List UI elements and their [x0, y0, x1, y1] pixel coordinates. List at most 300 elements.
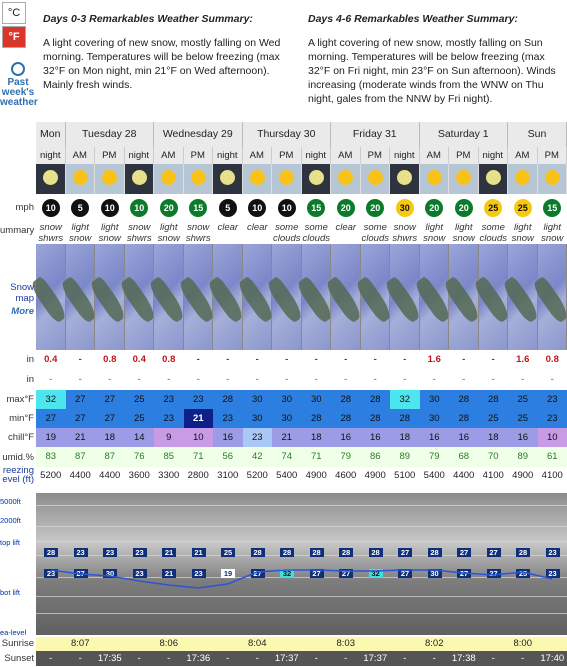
sunrise-time: 8:07 — [66, 637, 96, 651]
wind-chill: 10 — [184, 428, 214, 447]
wind-cell — [184, 194, 214, 221]
snow-map[interactable] — [66, 244, 96, 350]
freezing-level-path — [51, 570, 553, 588]
weather-summary: light snow — [69, 222, 92, 244]
sun-icon — [250, 170, 265, 185]
humidity: 74 — [272, 447, 302, 467]
top-lift-temp: 28 — [516, 548, 530, 557]
weather-icon — [449, 164, 479, 194]
bot-lift-temp: 25 — [516, 569, 530, 578]
sunset-label: Sunset — [4, 653, 34, 664]
wind-speed: 10 — [42, 199, 60, 217]
wind-cell — [390, 194, 420, 221]
min-temp: 23 — [154, 409, 184, 428]
weather-icon — [420, 164, 450, 194]
humidity: 56 — [213, 447, 243, 467]
summary-days-0-3 — [43, 12, 283, 92]
max-temp: 27 — [66, 390, 96, 409]
humidity: 42 — [243, 447, 273, 467]
weather-summary: snow shwrs — [392, 222, 418, 244]
wind-cell — [420, 194, 450, 221]
sunrise-label: Sunrise — [1, 638, 34, 649]
snow-amount: - — [373, 354, 377, 365]
time-of-day: PM — [449, 147, 479, 164]
max-temp: 30 — [302, 390, 332, 409]
wind-chill: 16 — [449, 428, 479, 447]
sunset-time: - — [213, 651, 243, 666]
snow-amount: - — [314, 354, 318, 365]
min-temp: 23 — [538, 409, 567, 428]
snow-amount: - — [403, 354, 407, 365]
wind-speed: 30 — [396, 199, 414, 217]
wind-speed: 5 — [219, 199, 237, 217]
wind-cell — [508, 194, 538, 221]
wind-speed: 20 — [337, 199, 355, 217]
freezing-level: 4400 — [66, 467, 96, 485]
moon-icon — [397, 170, 412, 185]
day-header: Mon — [36, 122, 66, 147]
weather-icon — [95, 164, 125, 194]
sunset-time: - — [125, 651, 155, 666]
humidity: 89 — [390, 447, 420, 467]
wind-chill: 18 — [479, 428, 509, 447]
weather-icon — [538, 164, 567, 194]
wind-chill: 16 — [420, 428, 450, 447]
top-lift-temp: 23 — [133, 548, 147, 557]
wind-cell — [95, 194, 125, 221]
bot-lift-temp: 32 — [280, 569, 294, 578]
sun-icon — [102, 170, 117, 185]
min-temp: 27 — [36, 409, 66, 428]
top-lift-temp: 27 — [487, 548, 501, 557]
max-temp: 32 — [390, 390, 420, 409]
rain-amount: - — [108, 374, 112, 385]
snow-map[interactable] — [154, 244, 184, 350]
time-of-day: AM — [508, 147, 538, 164]
sunrise-time — [95, 637, 125, 651]
sunrise-time: 8:03 — [331, 637, 361, 651]
sun-icon — [515, 170, 530, 185]
rain-in-label: in — [26, 374, 34, 385]
summary-text: A light covering of new snow, mostly falling on Sun morning. Temperatures will be below freezing (max 32°F on Fri night, min 23°F on Sun afternoon). Winds increasing (moderate winds from the WNW on Thu night, gales from the NNW by Fri night). — [308, 37, 556, 105]
time-of-day: night — [390, 147, 420, 164]
weather-icon — [390, 164, 420, 194]
summary-days-4-6 — [308, 12, 560, 106]
snow-map[interactable] — [361, 244, 391, 350]
wind-chill: 14 — [125, 428, 155, 447]
wind-chill: 16 — [361, 428, 391, 447]
weather-icon — [154, 164, 184, 194]
freezing-level: 5200 — [243, 467, 273, 485]
wind-cell — [66, 194, 96, 221]
rain-amount: - — [137, 374, 141, 385]
snow-map[interactable] — [331, 244, 361, 350]
summary-label: ummary — [0, 225, 35, 236]
min-temp: 27 — [66, 409, 96, 428]
freezing-level: 5400 — [420, 467, 450, 485]
wind-cell — [538, 194, 567, 221]
min-temp: 28 — [390, 409, 420, 428]
time-of-day: PM — [95, 147, 125, 164]
max-temp: 27 — [95, 390, 125, 409]
bot-lift-temp: 27 — [457, 569, 471, 578]
snow-map[interactable] — [302, 244, 332, 350]
elevation-chart — [36, 493, 567, 635]
min-temp: 25 — [508, 409, 538, 428]
freezing-level: 3100 — [213, 467, 243, 485]
weather-summary: some clouds — [479, 222, 507, 244]
top-lift-temp: 23 — [74, 548, 88, 557]
max-temp: 32 — [36, 390, 66, 409]
humidity: 79 — [420, 447, 450, 467]
summary-title: Days 0-3 Remarkables Weather Summary: — [43, 13, 253, 25]
freezing-level: 3300 — [154, 467, 184, 485]
rain-amount: - — [462, 374, 466, 385]
sunrise-time — [36, 637, 66, 651]
weather-summary: some clouds — [302, 222, 330, 244]
snow-map-more-link[interactable]: More — [11, 306, 34, 317]
wind-chill: 18 — [390, 428, 420, 447]
sunset-time: - — [331, 651, 361, 666]
top-lift-temp: 27 — [398, 548, 412, 557]
snow-amount: 0.8 — [162, 354, 176, 365]
snow-map[interactable] — [213, 244, 243, 350]
wind-cell — [331, 194, 361, 221]
wind-chill: 10 — [538, 428, 567, 447]
time-of-day: AM — [243, 147, 273, 164]
moon-icon — [486, 170, 501, 185]
min-temp: 30 — [243, 409, 273, 428]
bot-lift-temp: 21 — [162, 569, 176, 578]
celsius-toggle[interactable]: °C — [2, 2, 26, 24]
sun-icon — [545, 170, 560, 185]
rain-amount: - — [167, 374, 171, 385]
max-temp: 28 — [331, 390, 361, 409]
weather-icon — [184, 164, 214, 194]
sunrise-time: 8:00 — [508, 637, 538, 651]
freezing-level-label: reezing evel (ft) — [2, 465, 34, 485]
humidity: 76 — [125, 447, 155, 467]
rain-amount: - — [373, 374, 377, 385]
elevation-label: ea-level — [0, 628, 27, 637]
wind-chill: 21 — [66, 428, 96, 447]
day-header: Tuesday 28 — [66, 122, 155, 147]
max-temp: 30 — [272, 390, 302, 409]
bot-lift-temp: 30 — [103, 569, 117, 578]
sunset-time: 17:37 — [272, 651, 302, 666]
sunrise-time — [390, 637, 420, 651]
top-lift-temp: 27 — [457, 548, 471, 557]
weather-icon — [66, 164, 96, 194]
humidity-label: umid.% — [2, 452, 34, 463]
sun-icon — [279, 170, 294, 185]
freezing-level: 5200 — [36, 467, 66, 485]
sunset-time: 17:36 — [184, 651, 214, 666]
time-of-day: AM — [66, 147, 96, 164]
wind-speed: 20 — [160, 199, 178, 217]
top-lift-temp: 21 — [162, 548, 176, 557]
elevation-label: bot lift — [0, 588, 21, 597]
snow-map[interactable] — [538, 244, 567, 350]
humidity: 71 — [184, 447, 214, 467]
fahrenheit-toggle[interactable]: °F — [2, 26, 26, 48]
snow-amount: - — [462, 354, 466, 365]
day-header: Wednesday 29 — [154, 122, 243, 147]
bot-lift-temp: 19 — [221, 569, 235, 578]
rain-amount: - — [432, 374, 436, 385]
sunset-time: - — [243, 651, 273, 666]
sunset-time: - — [66, 651, 96, 666]
time-of-day: AM — [420, 147, 450, 164]
min-temp: 28 — [302, 409, 332, 428]
wind-chill: 9 — [154, 428, 184, 447]
snow-amount: - — [255, 354, 259, 365]
snow-map[interactable] — [390, 244, 420, 350]
weather-icon — [272, 164, 302, 194]
sunset-time: - — [479, 651, 509, 666]
wind-chill: 16 — [213, 428, 243, 447]
sun-icon — [338, 170, 353, 185]
wind-speed: 10 — [130, 199, 148, 217]
max-temp-label: max°F — [6, 394, 34, 405]
bot-lift-temp: 23 — [44, 569, 58, 578]
wind-speed: 25 — [514, 199, 532, 217]
clock-icon — [11, 62, 25, 76]
snow-map[interactable] — [243, 244, 273, 350]
past-weather-label: Past week's weather — [0, 77, 38, 108]
snow-map[interactable] — [449, 244, 479, 350]
top-lift-temp: 28 — [44, 548, 58, 557]
time-of-day: night — [302, 147, 332, 164]
sunset-time: - — [508, 651, 538, 666]
humidity: 87 — [66, 447, 96, 467]
wind-speed: 20 — [366, 199, 384, 217]
freezing-level-line — [36, 493, 567, 635]
top-lift-temp: 28 — [369, 548, 383, 557]
snow-map[interactable] — [420, 244, 450, 350]
max-temp: 23 — [184, 390, 214, 409]
bot-lift-temp: 32 — [369, 569, 383, 578]
weather-summary: light snow — [157, 222, 180, 244]
min-temp: 25 — [479, 409, 509, 428]
sun-icon — [191, 170, 206, 185]
bot-lift-temp: 23 — [192, 569, 206, 578]
weather-summary: snow shwrs — [126, 222, 152, 244]
rain-amount: - — [403, 374, 407, 385]
weather-summary: light snow — [423, 222, 446, 244]
wind-speed: 20 — [455, 199, 473, 217]
snow-map[interactable] — [125, 244, 155, 350]
wind-chill: 19 — [36, 428, 66, 447]
humidity: 79 — [331, 447, 361, 467]
weather-summary: snow shwrs — [38, 222, 64, 244]
min-temp-label: min°F — [9, 413, 34, 424]
rain-amount: - — [285, 374, 289, 385]
max-temp: 23 — [154, 390, 184, 409]
sunrise-time — [449, 637, 479, 651]
humidity: 61 — [538, 447, 567, 467]
bot-lift-temp: 27 — [339, 569, 353, 578]
weather-icon — [125, 164, 155, 194]
day-header: Friday 31 — [331, 122, 420, 147]
weather-summary: clear — [217, 222, 239, 233]
rain-amount: - — [314, 374, 318, 385]
weather-icon — [243, 164, 273, 194]
bot-lift-temp: 27 — [310, 569, 324, 578]
time-of-day: AM — [154, 147, 184, 164]
humidity: 71 — [302, 447, 332, 467]
sunset-time: - — [302, 651, 332, 666]
past-weather-link[interactable] — [0, 62, 36, 108]
sunset-time: 17:38 — [449, 651, 479, 666]
snow-amount: 0.8 — [545, 354, 559, 365]
rain-amount: - — [226, 374, 230, 385]
freezing-level: 3600 — [125, 467, 155, 485]
min-temp: 28 — [449, 409, 479, 428]
snow-amount: - — [196, 354, 200, 365]
weather-icon — [302, 164, 332, 194]
sunrise-time: 8:04 — [243, 637, 273, 651]
wind-cell — [302, 194, 332, 221]
min-temp: 23 — [213, 409, 243, 428]
min-temp: 28 — [331, 409, 361, 428]
wind-speed: 10 — [278, 199, 296, 217]
rain-amount: - — [491, 374, 495, 385]
day-header: Thursday 30 — [243, 122, 332, 147]
time-of-day: AM — [331, 147, 361, 164]
moon-icon — [132, 170, 147, 185]
humidity: 86 — [361, 447, 391, 467]
summary-title: Days 4-6 Remarkables Weather Summary: — [308, 13, 518, 25]
wind-speed: 15 — [543, 199, 561, 217]
max-temp: 25 — [125, 390, 155, 409]
weather-icon — [479, 164, 509, 194]
sunset-time: 17:37 — [361, 651, 391, 666]
sunset-time: 17:40 — [538, 651, 567, 666]
weather-summary: snow shwrs — [185, 222, 211, 244]
sun-icon — [368, 170, 383, 185]
rain-amount: - — [78, 374, 82, 385]
snow-amount: - — [491, 354, 495, 365]
sun-icon — [456, 170, 471, 185]
wind-speed: 20 — [425, 199, 443, 217]
sunrise-time: 8:06 — [154, 637, 184, 651]
rain-amount: - — [521, 374, 525, 385]
freezing-level: 4600 — [331, 467, 361, 485]
time-of-day: night — [213, 147, 243, 164]
snow-map[interactable] — [95, 244, 125, 350]
min-temp: 30 — [420, 409, 450, 428]
rain-amount: - — [550, 374, 554, 385]
humidity: 70 — [479, 447, 509, 467]
snow-amount: - — [344, 354, 348, 365]
weather-summary: light snow — [511, 222, 534, 244]
snow-amount: 0.4 — [132, 354, 146, 365]
bot-lift-temp: 23 — [546, 569, 560, 578]
moon-icon — [220, 170, 235, 185]
wind-cell — [243, 194, 273, 221]
bot-lift-temp: 27 — [487, 569, 501, 578]
top-lift-temp: 28 — [310, 548, 324, 557]
time-of-day: night — [479, 147, 509, 164]
freezing-level: 4100 — [479, 467, 509, 485]
time-of-day: PM — [361, 147, 391, 164]
summary-text: A light covering of new snow, mostly falling on Wed morning. Temperatures will be below freezing (max 32°F on Mon night, min 21°F on Wed afternoon). Mainly fresh winds. — [43, 37, 281, 91]
top-lift-temp: 21 — [192, 548, 206, 557]
sunrise-time — [213, 637, 243, 651]
bot-lift-temp: 30 — [428, 569, 442, 578]
wind-chill: 18 — [302, 428, 332, 447]
chill-label: chill°F — [8, 432, 34, 443]
weather-icon — [361, 164, 391, 194]
weather-summary: clear — [335, 222, 357, 233]
wind-chill: 23 — [243, 428, 273, 447]
weather-icon — [213, 164, 243, 194]
snow-amount: 1.6 — [427, 354, 441, 365]
max-temp: 28 — [213, 390, 243, 409]
max-temp: 23 — [538, 390, 567, 409]
wind-speed: 15 — [189, 199, 207, 217]
bot-lift-temp: 27 — [74, 569, 88, 578]
elevation-label: 5000ft — [0, 497, 21, 506]
wind-cell — [361, 194, 391, 221]
day-header: Saturday 1 — [420, 122, 509, 147]
snow-in-label: in — [26, 354, 34, 365]
freezing-level: 4900 — [508, 467, 538, 485]
snow-map[interactable] — [184, 244, 214, 350]
top-lift-temp: 28 — [251, 548, 265, 557]
top-lift-temp: 25 — [221, 548, 235, 557]
snow-map[interactable] — [479, 244, 509, 350]
sunrise-time — [479, 637, 509, 651]
max-temp: 28 — [449, 390, 479, 409]
wind-speed: 5 — [71, 199, 89, 217]
wind-chill: 18 — [95, 428, 125, 447]
rain-amount: - — [49, 374, 53, 385]
weather-summary: clear — [246, 222, 268, 233]
bot-lift-temp: 23 — [133, 569, 147, 578]
freezing-level: 4100 — [538, 467, 567, 485]
snow-map[interactable] — [508, 244, 538, 350]
min-temp: 28 — [361, 409, 391, 428]
sunrise-time — [361, 637, 391, 651]
time-of-day: PM — [184, 147, 214, 164]
humidity: 68 — [449, 447, 479, 467]
sunset-time: - — [420, 651, 450, 666]
rain-amount: - — [196, 374, 200, 385]
sunset-time: - — [390, 651, 420, 666]
humidity: 85 — [154, 447, 184, 467]
time-of-day: night — [36, 147, 66, 164]
snow-amount: - — [78, 354, 82, 365]
wind-cell — [449, 194, 479, 221]
snow-map[interactable] — [272, 244, 302, 350]
wind-speed: 25 — [484, 199, 502, 217]
weather-icon — [36, 164, 66, 194]
max-temp: 28 — [361, 390, 391, 409]
sun-icon — [427, 170, 442, 185]
freezing-level: 4400 — [95, 467, 125, 485]
wind-speed: 10 — [248, 199, 266, 217]
sunrise-time — [302, 637, 332, 651]
freezing-level: 4400 — [449, 467, 479, 485]
snow-map[interactable] — [36, 244, 66, 350]
wind-chill: 16 — [331, 428, 361, 447]
rain-amount: - — [255, 374, 259, 385]
snow-amount: 1.6 — [516, 354, 530, 365]
sunrise-time — [272, 637, 302, 651]
min-temp: 21 — [184, 409, 214, 428]
